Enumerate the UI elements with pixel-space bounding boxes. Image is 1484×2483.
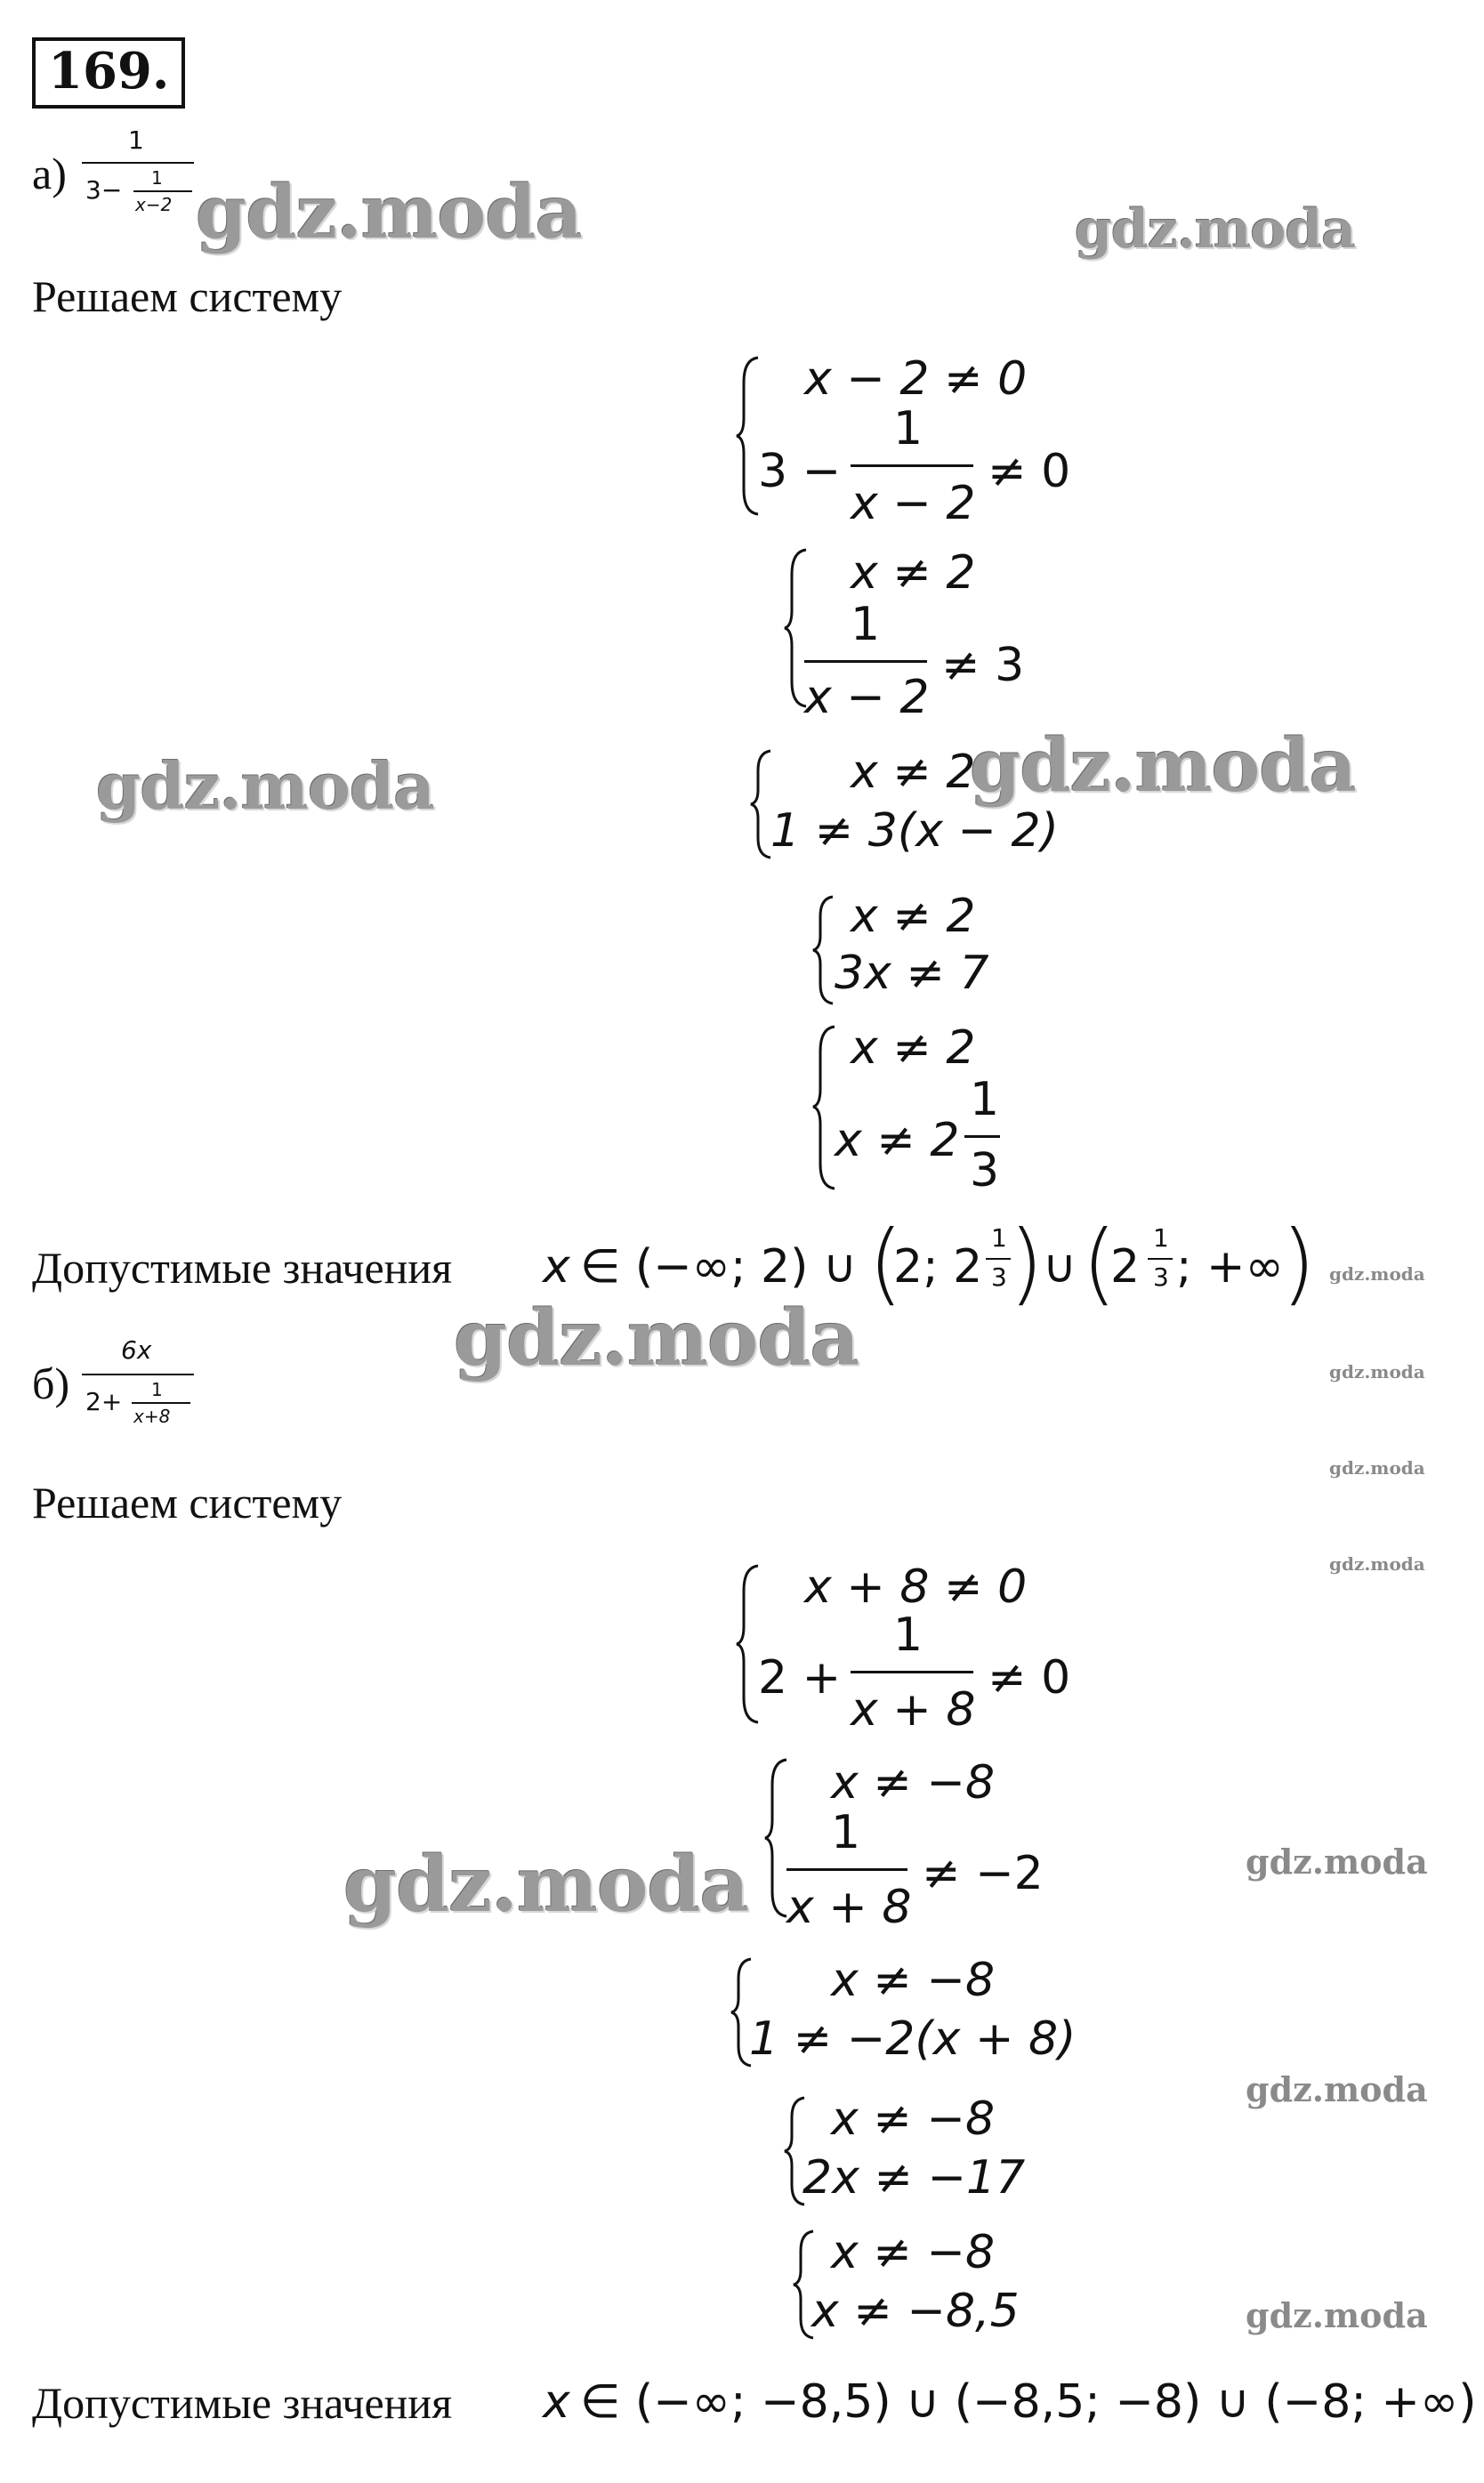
b-answer-var: x bbox=[543, 2375, 570, 2429]
a-s2-frac-den: x − 2 bbox=[804, 671, 930, 724]
b-s1-frac-den: x + 8 bbox=[851, 1683, 976, 1737]
part-b-inner-numerator: 1 bbox=[151, 1379, 163, 1400]
a-answer-var: x bbox=[543, 1240, 570, 1294]
b-s2-bottom-tail: ≠ −2 bbox=[922, 1847, 1044, 1900]
a-s2-frac-num: 1 bbox=[851, 598, 881, 651]
part-a-label: а) bbox=[32, 149, 67, 198]
watermark: gdz.moda bbox=[196, 170, 582, 255]
b-s1-bottom-tail: ≠ 0 bbox=[988, 1651, 1071, 1705]
a-s1-bottom-lead: 3 − bbox=[758, 445, 842, 498]
b-s1-top: x + 8 ≠ 0 bbox=[804, 1560, 1028, 1614]
b-s2-top: x ≠ −8 bbox=[831, 1756, 996, 1810]
part-b-label: б) bbox=[32, 1358, 70, 1408]
a-answer-in: ∈ (−∞; 2) ∪ bbox=[580, 1240, 858, 1294]
watermark: gdz.moda bbox=[1329, 1553, 1425, 1575]
a-s2-bottom-tail: ≠ 3 bbox=[941, 639, 1025, 692]
watermark: gdz.moda bbox=[343, 1840, 749, 1930]
a-answer-frac-den: 3 bbox=[991, 1262, 1007, 1292]
b-s2-frac-num: 1 bbox=[831, 1806, 861, 1859]
a-answer-interval3: 2 bbox=[1110, 1240, 1141, 1294]
watermark: gdz.moda bbox=[1246, 2069, 1428, 2109]
watermark: gdz.moda bbox=[1329, 1263, 1425, 1285]
b-s4-top: x ≠ −8 bbox=[831, 2092, 996, 2146]
a-s2-top: x ≠ 2 bbox=[851, 546, 976, 600]
part-a-solve-text: Решаем систему bbox=[32, 271, 343, 321]
b-s4-bottom: 2x ≠ −17 bbox=[802, 2151, 1026, 2205]
a-s4-top: x ≠ 2 bbox=[851, 890, 976, 943]
a-answer-interval3-tail: ; +∞ bbox=[1176, 1240, 1284, 1294]
b-s5-bottom: x ≠ −8,5 bbox=[811, 2285, 1020, 2338]
b-answer-expr: ∈ (−∞; −8,5) ∪ (−8,5; −8) ∪ (−8; +∞) bbox=[580, 2375, 1477, 2429]
a-s5-top: x ≠ 2 bbox=[851, 1021, 976, 1075]
part-a-inner-denominator: x−2 bbox=[135, 194, 173, 215]
part-b-solve-text: Решаем систему bbox=[32, 1478, 343, 1528]
watermark: gdz.moda bbox=[1246, 2295, 1428, 2335]
problem-number: 169. bbox=[32, 37, 185, 109]
b-s1-frac-num: 1 bbox=[893, 1608, 923, 1662]
a-answer-frac-num: 1 bbox=[991, 1223, 1007, 1253]
b-s3-bottom: 1 ≠ −2(x + 8) bbox=[749, 2012, 1077, 2066]
part-b-numerator: 6x bbox=[121, 1335, 152, 1365]
b-s5-top: x ≠ −8 bbox=[831, 2226, 996, 2279]
a-s3-top: x ≠ 2 bbox=[851, 746, 976, 799]
watermark: gdz.moda bbox=[1075, 198, 1356, 261]
watermark: gdz.moda bbox=[1329, 1361, 1425, 1383]
a-answer-frac-num-2: 1 bbox=[1153, 1223, 1169, 1253]
b-s1-bottom-lead: 2 + bbox=[758, 1651, 842, 1705]
brace-icon bbox=[811, 895, 836, 1005]
part-b-inner-denominator: x+8 bbox=[133, 1406, 171, 1427]
part-a-inner-numerator: 1 bbox=[151, 167, 163, 189]
a-s3-bottom: 1 ≠ 3(x − 2) bbox=[770, 804, 1059, 858]
a-answer-frac-den-2: 3 bbox=[1153, 1262, 1169, 1292]
a-s1-bottom-tail: ≠ 0 bbox=[988, 445, 1071, 498]
part-a-numerator: 1 bbox=[128, 125, 144, 155]
b-s3-top: x ≠ −8 bbox=[831, 1954, 996, 2007]
part-a-denominator-lead: 3− bbox=[85, 175, 123, 205]
a-answer-text: Допустимые значения bbox=[32, 1243, 453, 1293]
b-answer-text: Допустимые значения bbox=[32, 2378, 453, 2428]
watermark: gdz.moda bbox=[1246, 1842, 1428, 1882]
watermark: gdz.moda bbox=[454, 1294, 859, 1383]
a-s5-frac-den: 3 bbox=[970, 1144, 1000, 1197]
b-s2-frac-den: x + 8 bbox=[786, 1881, 912, 1934]
a-answer-union: ∪ bbox=[1043, 1240, 1077, 1294]
watermark: gdz.moda bbox=[96, 748, 434, 824]
a-s1-top: x − 2 ≠ 0 bbox=[804, 352, 1028, 406]
a-s5-frac-num: 1 bbox=[970, 1073, 1000, 1126]
a-s5-bottom-lead: x ≠ 2 bbox=[835, 1114, 960, 1167]
a-s4-bottom: 3x ≠ 7 bbox=[835, 947, 989, 1000]
part-b-denominator-lead: 2+ bbox=[85, 1387, 123, 1416]
a-s1-frac-den: x − 2 bbox=[851, 477, 976, 530]
a-answer-interval2: 2; 2 bbox=[893, 1240, 983, 1294]
a-s1-frac-num: 1 bbox=[893, 402, 923, 455]
watermark: gdz.moda bbox=[970, 723, 1356, 809]
watermark: gdz.moda bbox=[1329, 1457, 1425, 1479]
